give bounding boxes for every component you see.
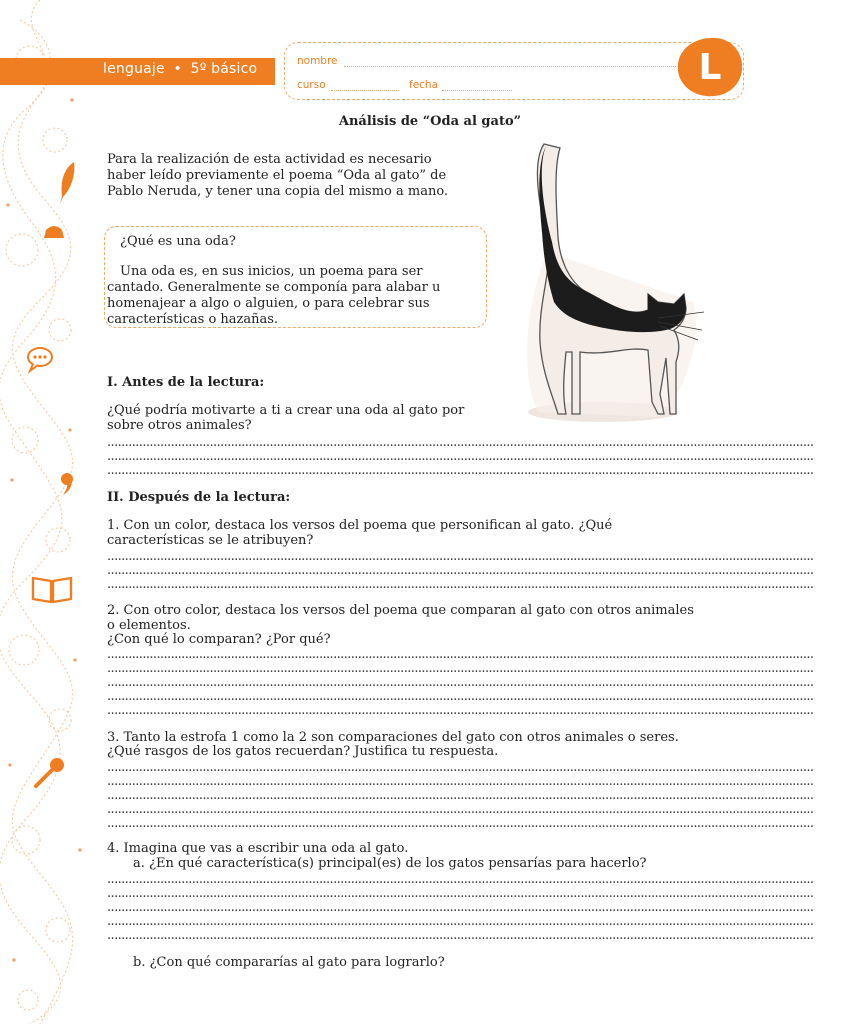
fecha-field[interactable]: [442, 90, 512, 91]
answer-line[interactable]: ........................................................................................................................................................................................................: [107, 577, 814, 592]
cat-illustration: [508, 132, 708, 432]
question-1-line-1: 1. Con un color, destaca los versos del poema que personifican al gato. ¿Qué: [107, 518, 613, 533]
question-4-line-1: 4. Imagina que vas a escribir una oda al gato.: [107, 841, 409, 856]
question-2-line-3: ¿Con qué lo comparan? ¿Por qué?: [107, 632, 331, 647]
definition-line-4: características o hazañas.: [107, 312, 279, 327]
definition-line-3: homenajear a algo o alguien, o para celebrar sus: [107, 296, 430, 311]
grade-label: 5º básico: [190, 61, 258, 77]
answer-line[interactable]: ........................................................................................................................................................................................................: [107, 689, 814, 704]
decorative-sidebar: [0, 0, 92, 1024]
answer-line[interactable]: ........................................................................................................................................................................................................: [107, 703, 814, 718]
answer-line[interactable]: ........................................................................................................................................................................................................: [107, 449, 814, 464]
answer-line[interactable]: ........................................................................................................................................................................................................: [107, 549, 814, 564]
answer-line[interactable]: ........................................................................................................................................................................................................: [107, 661, 814, 676]
curso-label: curso: [297, 79, 326, 91]
intro-line-3: Pablo Neruda, y tener una copia del mismo a mano.: [107, 184, 449, 199]
speech-bubble-icon: [26, 346, 54, 372]
question-2-line-2: o elementos.: [107, 618, 191, 633]
comma-icon: [60, 472, 74, 496]
subject-grade-label: [103, 61, 257, 77]
question-4a: a. ¿En qué característica(s) principal(es) de los gatos pensarías para hacerlo?: [133, 856, 647, 871]
answer-line[interactable]: ........................................................................................................................................................................................................: [107, 914, 814, 929]
fecha-label: fecha: [409, 79, 439, 91]
student-info-box: [284, 42, 744, 100]
page-title: Análisis de “Oda al gato”: [338, 114, 522, 129]
answer-line[interactable]: ........................................................................................................................................................................................................: [107, 647, 814, 662]
answer-line[interactable]: ........................................................................................................................................................................................................: [107, 802, 814, 817]
definition-line-1: Una oda es, en sus inicios, un poema para ser: [120, 264, 423, 279]
section-1-heading: I. Antes de la lectura:: [107, 375, 265, 390]
answer-line[interactable]: ........................................................................................................................................................................................................: [107, 886, 814, 901]
logo-letter: L: [698, 47, 722, 88]
answer-line[interactable]: ........................................................................................................................................................................................................: [107, 760, 814, 775]
separator-bullet: •: [173, 61, 182, 77]
answer-line[interactable]: ........................................................................................................................................................................................................: [107, 872, 814, 887]
section-1-question-line-1: ¿Qué podría motivarte a ti a crear una oda al gato por: [107, 403, 465, 418]
curso-field[interactable]: [331, 90, 399, 91]
answer-line[interactable]: ........................................................................................................................................................................................................: [107, 816, 814, 831]
inkwell-icon: [42, 222, 66, 240]
answer-line[interactable]: ........................................................................................................................................................................................................: [107, 563, 814, 578]
question-3-line-2: ¿Qué rasgos de los gatos recuerdan? Justifica tu respuesta.: [107, 744, 499, 759]
intro-line-2: haber leído previamente el poema “Oda al gato” de: [107, 168, 447, 183]
question-3-line-1: 3. Tanto la estrofa 1 como la 2 son comparaciones del gato con otros animales o seres.: [107, 730, 679, 745]
answer-line[interactable]: ........................................................................................................................................................................................................: [107, 463, 814, 478]
answer-line[interactable]: ........................................................................................................................................................................................................: [107, 774, 814, 789]
question-1-line-2: características se le atribuyen?: [107, 533, 314, 548]
quill-icon: [56, 160, 78, 206]
definition-line-2: cantado. Generalmente se componía para alabar u: [107, 280, 441, 295]
section-2-heading: II. Después de la lectura:: [107, 490, 291, 505]
question-4b: b. ¿Con qué compararías al gato para lograrlo?: [133, 955, 445, 970]
microphone-icon: [30, 756, 66, 790]
question-2-line-1: 2. Con otro color, destaca los versos del poema que comparan al gato con otros animales: [107, 603, 694, 618]
nombre-label: nombre: [297, 55, 338, 67]
answer-line[interactable]: ........................................................................................................................................................................................................: [107, 435, 814, 450]
section-1-question-line-2: sobre otros animales?: [107, 418, 252, 433]
answer-line[interactable]: ........................................................................................................................................................................................................: [107, 675, 814, 690]
open-book-icon: [30, 572, 74, 604]
answer-line[interactable]: ........................................................................................................................................................................................................: [107, 928, 814, 943]
answer-line[interactable]: ........................................................................................................................................................................................................: [107, 788, 814, 803]
nombre-field[interactable]: [344, 66, 676, 67]
answer-line[interactable]: ........................................................................................................................................................................................................: [107, 900, 814, 915]
subject-label: lenguaje: [103, 61, 165, 77]
definition-question: ¿Qué es una oda?: [120, 234, 236, 249]
intro-line-1: Para la realización de esta actividad es necesario: [107, 152, 432, 167]
